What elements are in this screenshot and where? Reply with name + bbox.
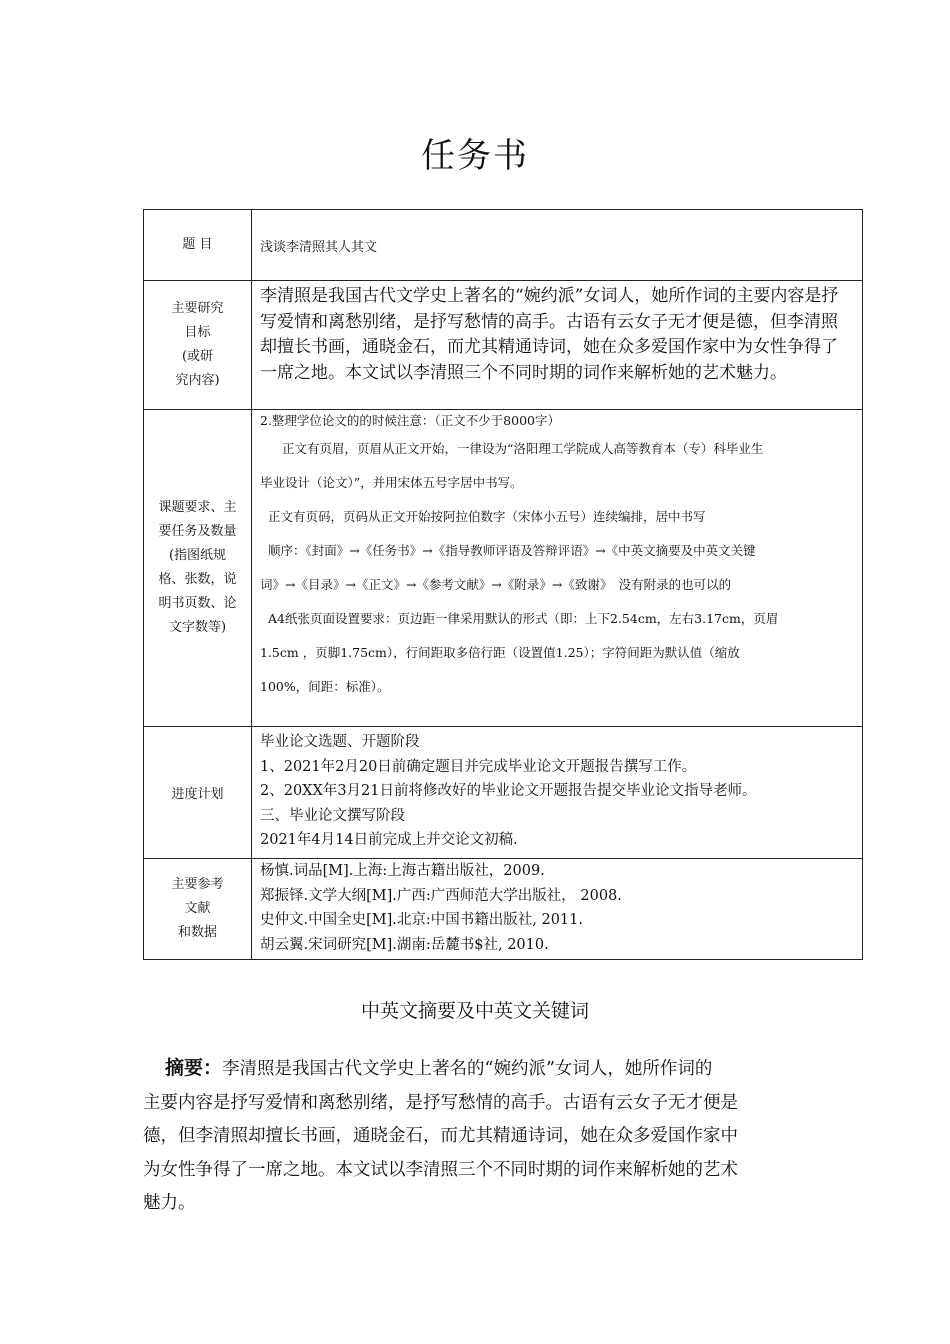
abstract-heading: 中英文摘要及中英文关键词 [360,1000,589,1022]
schedule-line: 1、2021年2月20日前确定题目并完成毕业论文开题报告撰写工作。 [260,758,697,775]
table-row-goal [144,281,863,410]
schedule-line: 2、20XX年3月21日前将修改好的毕业论文开题报告提交毕业论文指导老师。 [260,783,757,799]
requirement-line: 2.整理学位论文的的时候注意：（正文不少于8000字） [260,413,560,428]
requirement-line: 100%，间距：标准）。 [260,679,390,694]
schedule-line: 2021年4月14日前完成上并交论文初稿. [260,832,518,848]
schedule-line: 毕业论文选题、开题阶段 [260,734,420,750]
task-table [143,209,863,960]
table-row-references [144,859,863,960]
reference-item: 杨慎.词品[M].上海:上海古籍出版社，2009. [260,863,545,879]
requirement-line: 词》→《目录》→《正文》→《参考文献》→《附录》→《致谢》 没有附录的也可以的 [260,577,732,592]
table-row-schedule [144,727,863,859]
abstract-first-line: 摘要：李清照是我国古代文学史上著名的“婉约派”女词人，她所作词的 [165,1057,713,1079]
abstract-keyword: 摘要： [165,1057,223,1079]
abstract-line: 为女性争得了一席之地。本文试以李清照三个不同时期的词作来解析她的艺术 [143,1159,738,1180]
schedule-text [252,727,862,855]
table-row-requirements [144,410,863,727]
requirements-text [252,410,862,706]
requirement-line: 顺序：《封面》→《任务书》→《指导教师评语及答辩评语》→《中英文摘要及中英文关键 [268,543,756,558]
requirement-line: 正文有页码，页码从正文开始按阿拉伯数字（宋体小五号）连续编排，居中书写 [268,509,706,524]
references-text [252,859,862,959]
schedule-line: 三、毕业论文撰写阶段 [260,807,405,824]
goal-text: 李清照是我国古代文学史上著名的“婉约派”女词人，她所作词的主要内容是抒写爱情和离愁别绪，是抒写愁情的高手。古语有云女子无才便是德，但李清照却擅长书画，通晓金石，而尤其精通诗词，她在众多爱国作家中为女性争得了一席之地。本文试以李清照三个不同时期的词作来解析她的艺术魅力。 [260,286,839,383]
topic-label: 题 目 [144,210,252,281]
requirement-line: A4纸张页面设置要求：页边距一律采用默认的形式（即：上下2.54cm，左右3.17cm，页眉 [268,611,779,626]
page-title: 任务书 [421,136,529,176]
reference-item: 胡云翼.宋词研究[M].湖南:岳麓书$社, 2010. [260,936,549,953]
requirement-line: 毕业设计（论文）”，并用宋体五号字居中书写。 [260,475,523,490]
goal-label: 主要研究 目标 (或研 究内容) [144,281,252,410]
abstract-body [143,1052,803,1221]
abstract-line: 魅力。 [143,1193,196,1213]
requirement-line: 1.5cm ，页脚1.75cm），行间距取多倍行距（设置值1.25）；字符间距为默认值（缩放 [260,645,740,660]
requirements-label: 课题要求、主 要任务及数量 (指图纸规 格、张数，说 明书页数、论 文字数等) [144,410,252,727]
table-row-topic [144,210,863,281]
reference-item: 史仲文.中国全史[M].北京:中国书籍出版社, 2011. [260,912,583,928]
references-label: 主要参考 文献 和数据 [144,859,252,960]
requirement-line: 正文有页眉，页眉从正文开始，一律设为“洛阳理工学院成人高等教育本（专）科毕业生 [282,441,764,456]
schedule-label: 进度计划 [144,727,252,859]
reference-item: 郑振铎.文学大纲[M].广西:广西师范大学出版社， 2008. [260,887,622,904]
abstract-line: 德，但李清照却擅长书画，通晓金石，而尤其精通诗词，她在众多爱国作家中 [143,1126,738,1146]
topic-value: 浅谈李清照其人其文 [260,240,378,255]
abstract-line: 主要内容是抒写爱情和离愁别绪，是抒写愁情的高手。古语有云女子无才便是 [143,1092,738,1113]
